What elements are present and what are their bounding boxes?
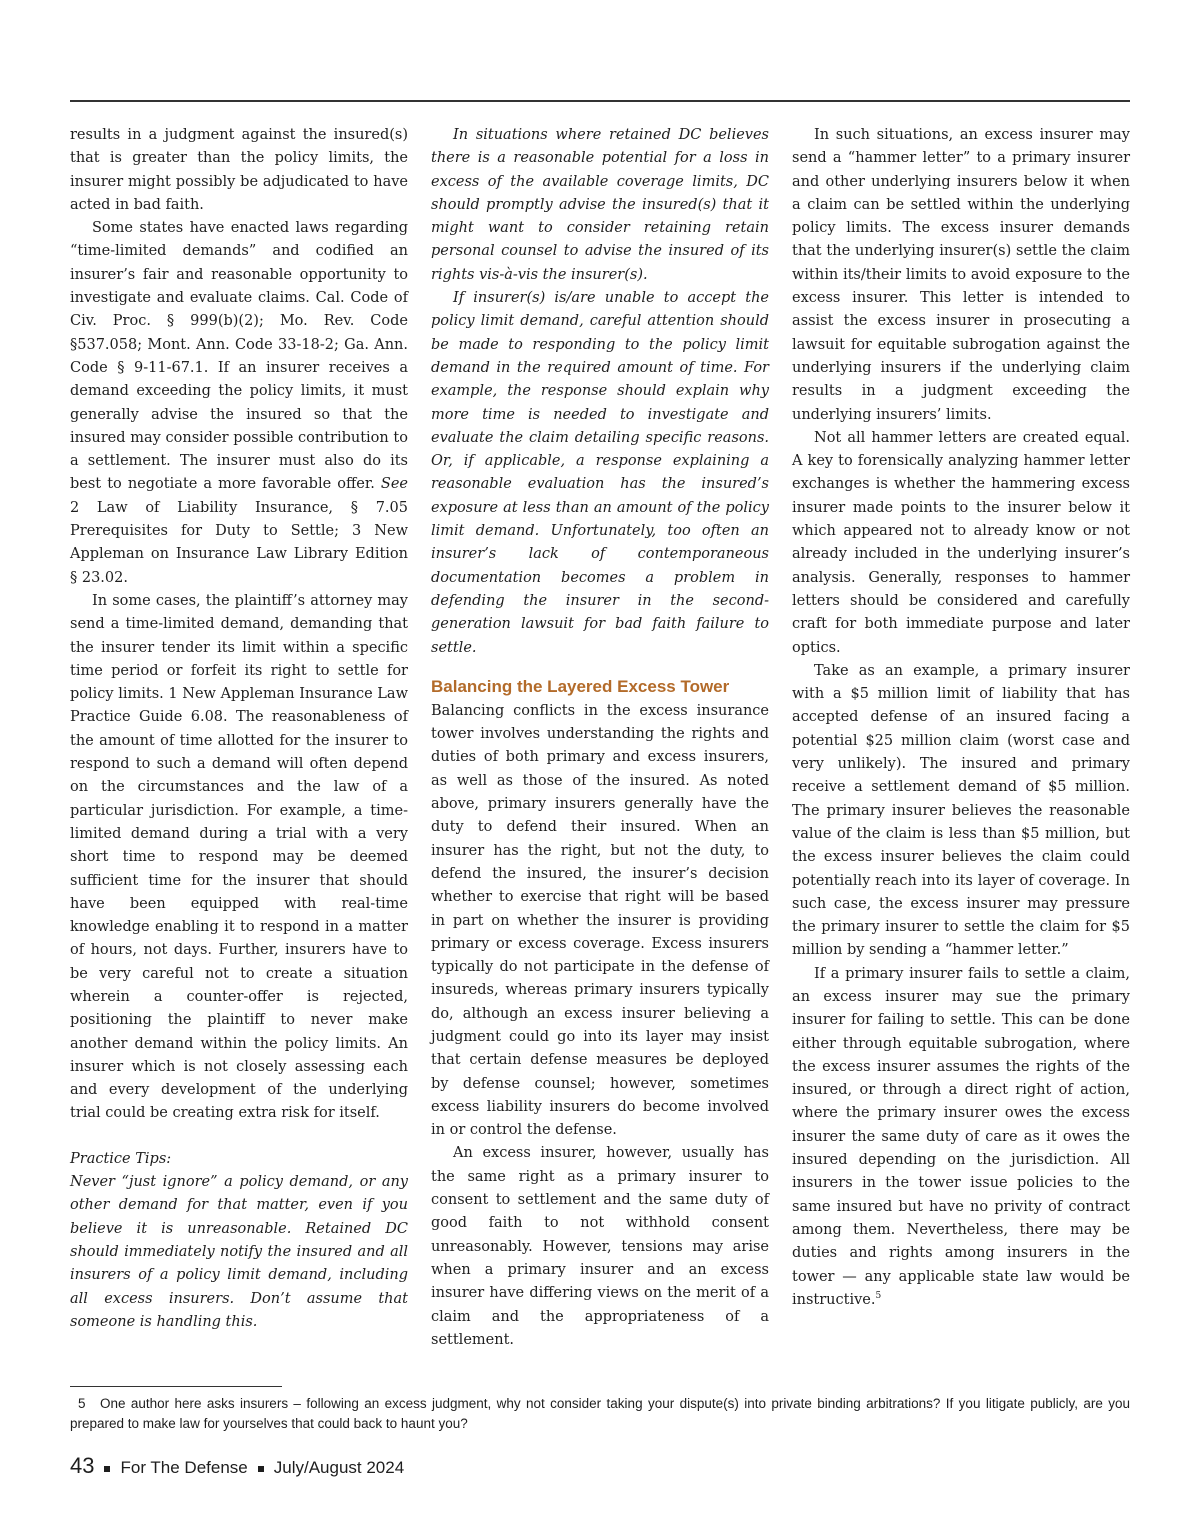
- body-paragraph: Balancing conflicts in the excess insurance tower involves understanding the rights and duties of both primary and excess insurers, as well as those of the insured. As noted above, primary insurers generally have the duty to defend their insured. When an insurer has the right, but not the duty, to defend the insured, the insurer’s decision whether to exercise that right will be based in part on whether the insurer is providing primary or excess coverage. Excess insurers typically do not participate in the defense of insureds, whereas primary insurers typically do, although an excess insurer believing a judgment could go into its layer may insist that certain defense measures be deployed by defense counsel; however, sometimes excess liability insurers do become involved in or control the defense.: [431, 702, 769, 1139]
- italic-paragraph: If insurer(s) is/are unable to accept the policy limit demand, careful attention should be made to responding to the policy limit demand in the required amount of time. For example, the response should explain why more time is needed to investigate and evaluate the claim detailing specific reasons. Or, if applicable, a response explaining a reasonable evaluation has the insured’s exposure at less than an amount of the policy limit demand. Unfortunately, too often an insurer’s lack of contemporaneous documentation becomes a problem in defending the insurer in the second-generation lawsuit for bad faith failure to settle.: [431, 290, 769, 656]
- footnote: [70, 1394, 1130, 1434]
- column-3: [792, 124, 1130, 1312]
- citation-signal: See: [380, 476, 408, 493]
- section-heading: Balancing the Layered Excess Tower: [431, 676, 730, 696]
- footnote-rule: [70, 1386, 282, 1387]
- body-text: Some states have enacted laws regarding “time-limited demands” and codified an insurer’s fair and reasonable opportunity to investigate and evaluate claims. Cal. Code of Civ. Proc. § 999(b)(2); Mo. Rev. Code §537.058; Mont. Ann. Code 33-18-2; Ga. Ann. Code § 9-11-67.1. If an insurer receives a demand exceeding the policy limits, it must generally advise the insured so that the insured may consider possible contribution to a settlement. The insurer must also do its best to negotiate a more favorable offer.: [70, 220, 408, 493]
- footnote-number: 5: [78, 1396, 86, 1411]
- bullet-separator: [104, 1466, 110, 1472]
- publication-title: For The Defense: [120, 1458, 248, 1477]
- body-text: 2 Law of Liability Insurance, § 7.05 Prerequisites for Duty to Settle; 3 New Appleman on Insurance Law Library Edition § 23.02.: [70, 499, 408, 586]
- body-paragraph: [792, 963, 1130, 1312]
- practice-tips-heading: Practice Tips:: [70, 1150, 172, 1167]
- body-text: If a primary insurer fails to settle a claim, an excess insurer may sue the primary insurer for failing to settle. This can be done either through equitable subrogation, where the excess insurer assumes the rights of the insured, or through a direct right of action, where the primary insurer owes the excess insurer the same duty of care as it owes the insured depending on the jurisdiction. All insurers in the tower issue policies to the same insured but have no privity of contract among them. Nevertheless, there may be duties and rights among insurers in the tower — any applicable state law would be instructive.: [792, 965, 1130, 1308]
- body-paragraph: Take as an example, a primary insurer with a $5 million limit of liability that has accepted defense of an insured facing a potential $25 million claim (worst case and very unlikely). The insured and primary receive a settlement demand of $5 million. The primary insurer believes the reasonable value of the claim is less than $5 million, but the excess insurer believes the claim could potentially reach into its layer of coverage. In such case, the excess insurer may pressure the primary insurer to settle the claim for $5 million by sending a “hammer letter.”: [792, 662, 1130, 959]
- footnote-reference[interactable]: 5: [875, 1291, 882, 1302]
- issue-date: July/August 2024: [273, 1458, 405, 1477]
- italic-paragraph: In situations where retained DC believes there is a reasonable potential for a loss in excess of the available coverage limits, DC should promptly advise the insured(s) that it might want to consider retaining retain personal counsel to advise the insured of its rights vis-à-vis the insurer(s).: [431, 127, 769, 283]
- top-rule: [70, 100, 1130, 102]
- body-paragraph: In such situations, an excess insurer may send a “hammer letter” to a primary insurer and other underlying insurers below it when a claim can be settled within the underlying policy limits. The excess insurer demands that the underlying insurer(s) settle the claim within its/their limits to avoid exposure to the excess insurer. This letter is intended to assist the excess insurer in prosecuting a lawsuit for equitable subrogation against the underlying insurers if the underlying claim results in a judgment exceeding the underlying insurers’ limits.: [792, 127, 1130, 423]
- footnote-text: One author here asks insurers – following an excess judgment, why not consider taking your dispute(s) into private binding arbitrations? If you litigate publicly, are you prepared to make law for yourselves that could back to haunt you?: [70, 1396, 1130, 1431]
- body-paragraph: results in a judgment against the insured(s) that is greater than the policy limits, the insurer might possibly be adjudicated to have acted in bad faith.: [70, 127, 408, 213]
- practice-tips-body: Never “just ignore” a policy demand, or any other demand for that matter, even if you believe it is unreasonable. Retained DC should immediately notify the insured and all insurers of a policy limit demand, including all excess insurers. Don’t assume that someone is handling this.: [70, 1174, 408, 1330]
- column-2: [431, 124, 769, 1352]
- page-number: 43: [70, 1453, 95, 1478]
- column-1: [70, 124, 408, 1334]
- page-footer: [70, 1452, 404, 1482]
- body-paragraph: [70, 217, 408, 590]
- body-paragraph: In some cases, the plaintiff’s attorney may send a time-limited demand, demanding that the insurer tender its limit within a specific time period or forfeit its right to settle for policy limits. 1 New Appleman Insurance Law Practice Guide 6.08. The reasonableness of the amount of time allotted for the insurer to respond to such a demand will often depend on the circumstances and the law of a particular jurisdiction. For example, a time-limited demand during a trial with a very short time to respond may be deemed sufficient time for the insurer that should have been equipped with real-time knowledge enabling it to respond in a matter of hours, not days. Further, insurers have to be very careful not to create a situation wherein a counter-offer is rejected, positioning the plaintiff to never make another demand within the policy limits. An insurer which is not closely assessing each and every development of the underlying trial could be creating extra risk for itself.: [70, 592, 408, 1122]
- bullet-separator: [258, 1466, 264, 1472]
- body-paragraph: Not all hammer letters are created equal. A key to forensically analyzing hammer letter exchanges is whether the hammering excess insurer made points to the insurer below it which appeared not to already know or not already included in the underlying insurer’s analysis. Generally, responses to hammer letters should be considered and carefully craft for both immediate purpose and later optics.: [792, 429, 1130, 656]
- body-paragraph: An excess insurer, however, usually has the same right as a primary insurer to consent to settlement and the same duty of good faith to not withhold consent unreasonably. However, tensions may arise when a primary insurer and an excess insurer have differing views on the merit of a claim and the appropriateness of a settlement.: [431, 1145, 769, 1348]
